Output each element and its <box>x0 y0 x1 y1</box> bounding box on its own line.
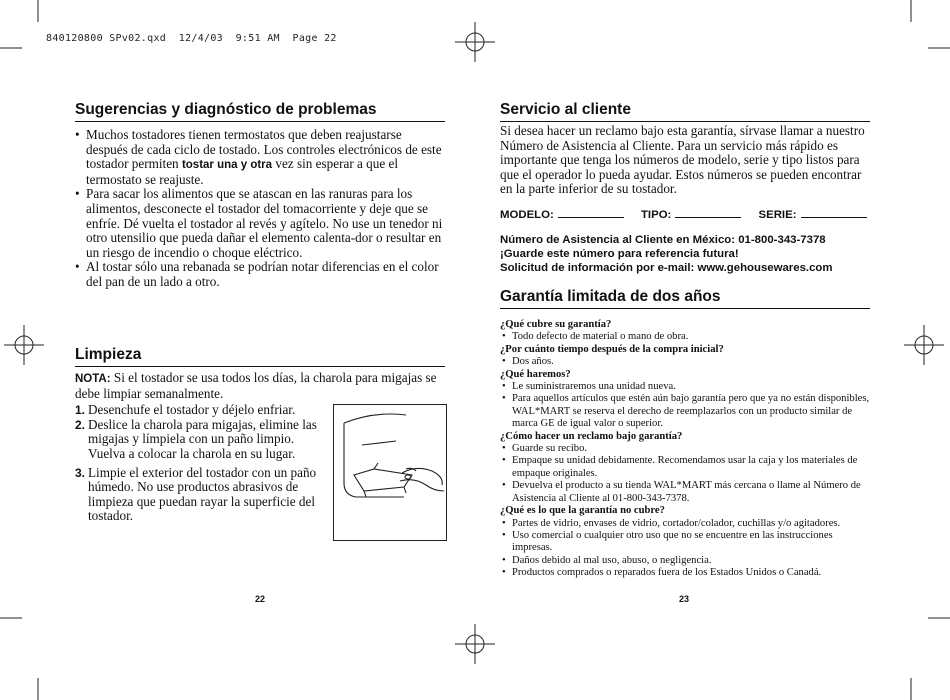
warranty-body <box>500 319 870 580</box>
cleaning-note: NOTA: Si el tostador se usa todos los días, la charola para migajas se debe limpiar semanalmente. <box>75 370 437 401</box>
tips-item: • Muchos tostadores tienen termostatos que deben reajustarse después de cada ciclo de tostado. Los controles electrónicos de este tostador permiten tostar una y otra vez sin esperar a que el termostato se reajuste. <box>75 128 445 187</box>
warranty-question: ¿Qué haremos? <box>500 368 571 380</box>
warranty-answer: • Productos comprados o reparados fuera de los Estados Unidos o Canadá. <box>500 567 870 579</box>
warranty-question: ¿Por cuánto tiempo después de la compra inicial? <box>500 343 724 355</box>
tips-item: • Al tostar sólo una rebanada se podrían notar diferencias en el color del pan de un lado a otro. <box>75 260 445 289</box>
serial-blank <box>801 207 867 218</box>
right-page-warranty-section <box>500 287 870 580</box>
warranty-answer: • Empaque su unidad debidamente. Recomendamos usar la caja y los materiales de empaque originales. <box>500 455 870 480</box>
page-number-right: 23 <box>679 594 690 604</box>
contact-reminder: ¡Guarde este número para referencia futura! <box>500 247 739 260</box>
warranty-question: ¿Qué cubre su garantía? <box>500 319 612 330</box>
warranty-answer: • Para aquellos artículos que estén aún bajo garantía pero que ya no están disponibles, WAL*MART se reserva el derecho de reemplazarlos con un producto similar de marca GE de igual valor o superior. <box>500 393 870 430</box>
tips-item: • Para sacar los alimentos que se atascan en las ranuras para los alimentos, desconecte el tostador del tomacorriente y deje que se enfríe. Dé vuelta el tostador al revés y agítelo. No use un tenedor ni otro utensilio que pueda dañar el elemento calenta-dor o resultar en un riesgo de incendio o choque eléctrico. <box>75 187 445 260</box>
warranty-answer: • Devuelva el producto a su tienda WAL*MART más cercana o llame al Número de Asistencia al Cliente al 01-800-343-7378. <box>500 480 870 505</box>
warranty-heading: Garantía limitada de dos años <box>500 287 870 309</box>
crumb-tray-illustration <box>333 404 447 541</box>
cleaning-step: 1. Desenchufe el tostador y déjelo enfriar. <box>75 402 296 418</box>
service-heading: Servicio al cliente <box>500 100 870 122</box>
service-body: Si desea hacer un reclamo bajo esta garantía, sírvase llamar a nuestro Número de Asistencia al Cliente. Para un servicio más rápido es importante que tenga los números de modelo, serie y tipo listos para que el operador lo pueda ayudar. Estos números se pueden encontrar en la parte inferior de su tostador. <box>500 123 865 197</box>
tips-list <box>75 128 445 290</box>
contact-info <box>500 233 870 275</box>
serial-label: SERIE: <box>758 208 797 221</box>
contact-phone: Número de Asistencia al Cliente en México: 01-800-343-7378 <box>500 233 826 246</box>
left-page-tips-section <box>75 100 445 290</box>
warranty-answer: • Partes de vidrio, envases de vidrio, cortador/colador, cuchillas y/o agitadores. <box>500 518 870 530</box>
model-label: MODELO: <box>500 208 554 221</box>
cleaning-steps <box>75 403 325 524</box>
cleaning-step: 3. Limpie el exterior del tostador con un paño húmedo. No use productos abrasivos de limpieza que puedan rayar la superficie del tostador. <box>75 464 317 524</box>
warranty-question: ¿Cómo hacer un reclamo bajo garantía? <box>500 430 683 442</box>
page-number-left: 22 <box>255 594 266 604</box>
contact-email: Solicitud de información por e-mail: www.gehousewares.com <box>500 261 833 274</box>
warranty-answer: • Dos años. <box>500 356 870 368</box>
warranty-answer: • Todo defecto de material o mano de obra. <box>500 331 870 343</box>
warranty-answer: • Guarde su recibo. <box>500 443 870 455</box>
warranty-question: ¿Qué es lo que la garantía no cubre? <box>500 505 665 517</box>
warranty-answer: • Daños debido al mal uso, abuso, o negligencia. <box>500 555 870 567</box>
type-label: TIPO: <box>640 208 672 221</box>
type-blank <box>675 207 741 218</box>
cleaning-heading: Limpieza <box>75 345 445 367</box>
model-blank <box>558 207 624 218</box>
printer-slug: 840120800 SPv02.qxd 12/4/03 9:51 AM Page 22 <box>46 33 337 44</box>
product-id-fields <box>500 207 870 221</box>
warranty-answer: • Le suministraremos una unidad nueva. <box>500 381 870 393</box>
right-page-service-section <box>500 100 870 275</box>
cleaning-step: 2. Deslice la charola para migajas, elimine las migajas y límpiela con un paño limpio. Vuelva a colocar la charola en su lugar. <box>75 416 317 461</box>
warranty-answer: • Uso comercial o cualquier otro uso que no se encuentre en las instrucciones impresas. <box>500 530 870 555</box>
toaster-tray-drawing <box>334 405 446 540</box>
tips-heading: Sugerencias y diagnóstico de problemas <box>75 100 445 122</box>
